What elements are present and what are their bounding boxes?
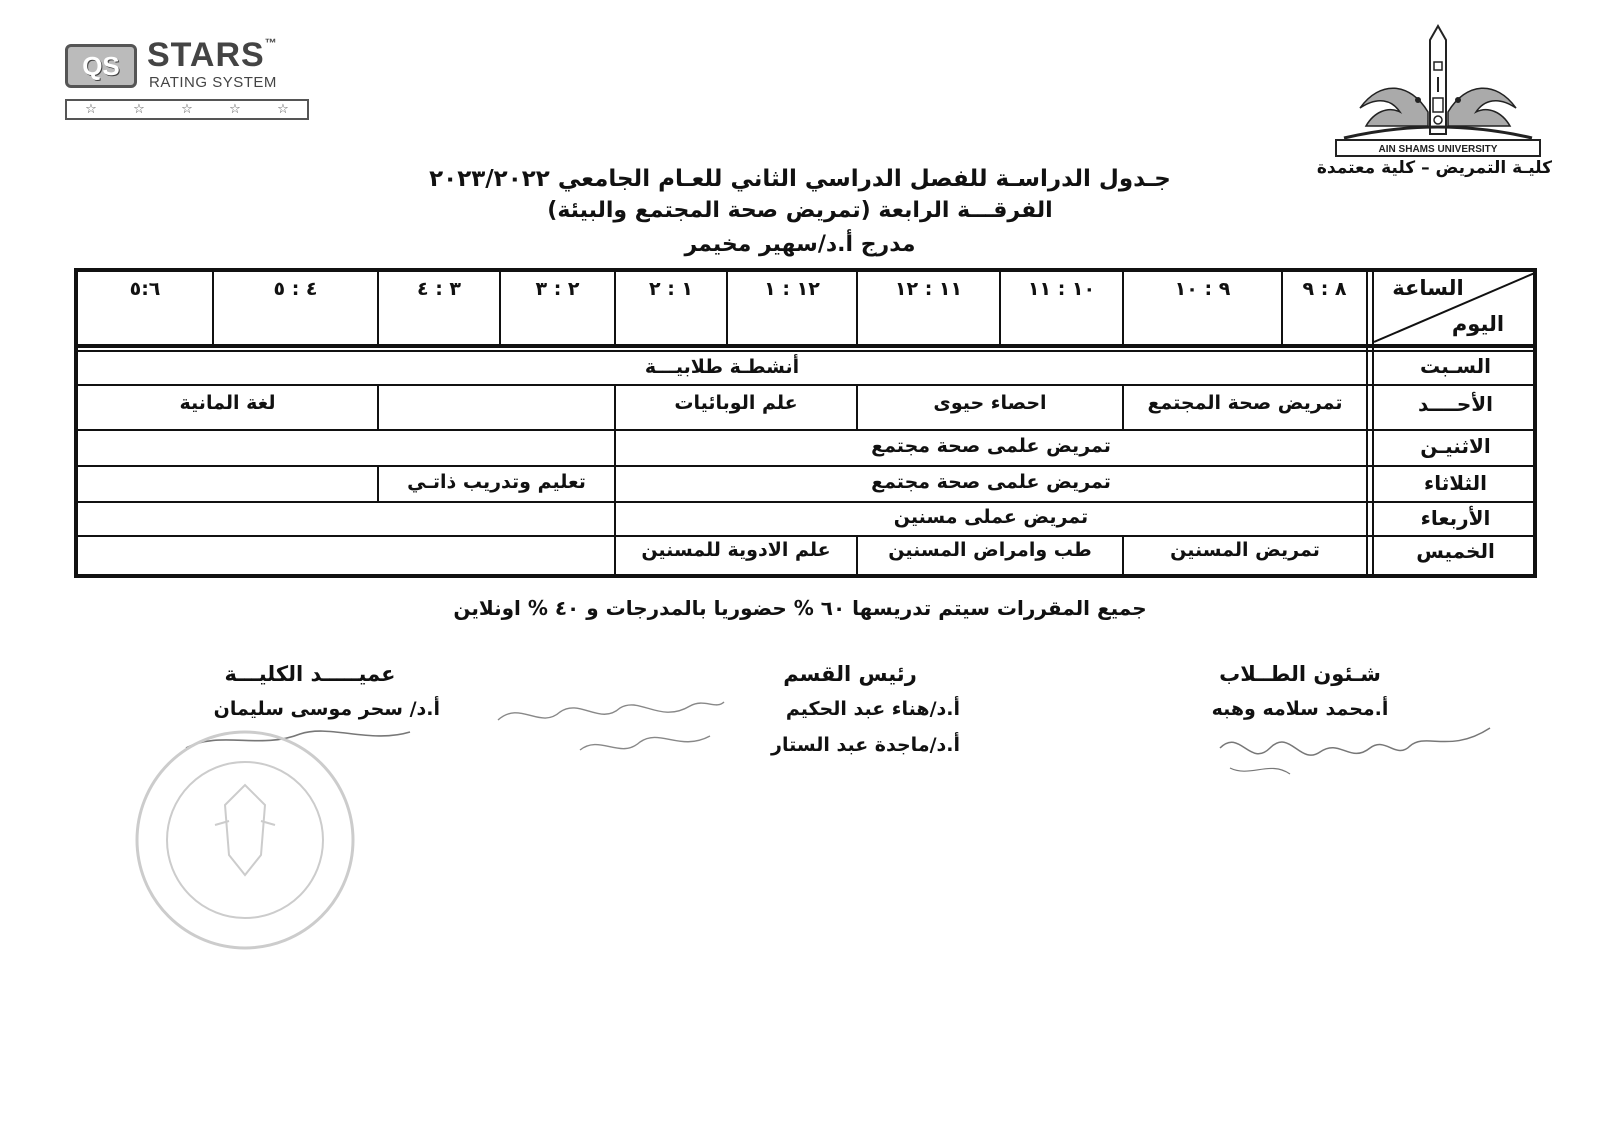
qs-logo-name [147,36,278,75]
saturday-activities: أنشطـة طلابيـــة [644,356,800,378]
qs-logo-subtitle: RATING SYSTEM [149,74,277,91]
day-label-tuesday: الثلاثاء [1424,471,1487,495]
tuesday-course-cell: تمريض علمى صحة مجتمع [871,471,1111,493]
qs-logo-tm: ™ [264,36,278,50]
star-icon: ☆ [277,102,289,117]
time-slot-header: ١٢ : ١ [764,278,820,300]
lecture-hall: مدرج أ.د/سهير مخيمر [684,232,916,257]
dean-title: عميـــــد الكليـــة [224,662,396,686]
corner-day-label: اليوم [1451,312,1505,336]
university-banner-text: AIN SHAMS UNIVERSITY [1378,144,1498,155]
time-slot-header: ٥:٦ [129,278,161,300]
day-label-wednesday: الأربعاء [1420,506,1491,530]
department-head-name-2: أ.د/ماجدة عبد الستار [771,734,960,756]
star-icon: ☆ [181,102,193,117]
department-head-signature-icon [490,690,730,770]
department-head-title: رئيس القسم [783,662,917,686]
star-icon: ☆ [85,102,97,117]
page-title: جـدول الدراسـة للفصل الدراسي الثاني للعـام الجامعي ٢٠٢٣/٢٠٢٢ [429,166,1171,192]
dean-name: أ.د/ سحر موسى سليمان [213,698,440,720]
sunday-course-cell: احصاء حيوى [933,392,1047,414]
time-slot-header: ٣ : ٤ [416,278,462,300]
university-caption: كليـة التمريض – كلية معتمدة [1316,158,1552,178]
star-icon: ☆ [133,102,145,117]
official-stamp-icon [125,725,365,955]
sunday-course-cell: تمريض صحة المجتمع [1147,392,1343,414]
qs-logo-name-text: STARS [147,36,265,74]
thursday-course-cell: علم الادوية للمسنين [641,539,831,561]
schedule-table [74,268,1537,578]
monday-course-cell: تمريض علمى صحة مجتمع [871,435,1111,457]
time-slot-header: ١٠ : ١١ [1027,278,1096,300]
student-affairs-title: شـئون الطــلاب [1219,662,1381,686]
tuesday-course-cell: تعليم وتدريب ذاتـي [407,471,586,493]
university-emblem-icon [1330,22,1560,162]
sunday-course-cell: علم الوبائيات [674,392,798,414]
time-slot-header: ٤ : ٥ [273,278,318,300]
delivery-note: جميع المقررات سيتم تدريسها ٦٠ % حضوريا بالمدرجات و ٤٠ % اونلاين [453,596,1147,620]
thursday-course-cell: تمريض المسنين [1170,539,1320,561]
student-affairs-name: أ.محمد سلامه وهبه [1211,698,1389,720]
ain-shams-university-logo [1316,22,1560,182]
qs-rating-stars [65,99,309,120]
day-label-monday: الاثنيـن [1420,434,1491,458]
corner-time-label: الساعة [1392,276,1464,300]
time-slot-header: ٩ : ١٠ [1174,278,1231,300]
qs-logo-box: QS [65,44,137,88]
department-head-name-1: أ.د/هناء عبد الحكيم [785,698,960,720]
sunday-course-cell: لغة المانية [179,392,276,414]
time-slot-header: ٢ : ٣ [535,278,580,300]
day-label-sunday: الأحــــد [1417,392,1494,416]
qs-stars-logo [65,36,315,122]
day-label-thursday: الخميس [1416,539,1495,563]
star-icon: ☆ [229,102,241,117]
time-slot-header: ١١ : ١٢ [894,278,963,300]
thursday-course-cell: طب وامراض المسنين [888,539,1092,561]
day-label-saturday: السـبت [1420,354,1491,378]
time-slot-header: ٨ : ٩ [1302,278,1347,300]
wednesday-course-cell: تمريض عملى مسنين [893,506,1089,528]
time-slot-header: ١ : ٢ [648,278,694,300]
page-subtitle: الفرقـــة الرابعة (تمريض صحة المجتمع والبيئة) [547,198,1053,223]
student-affairs-signature-icon [1210,708,1500,788]
